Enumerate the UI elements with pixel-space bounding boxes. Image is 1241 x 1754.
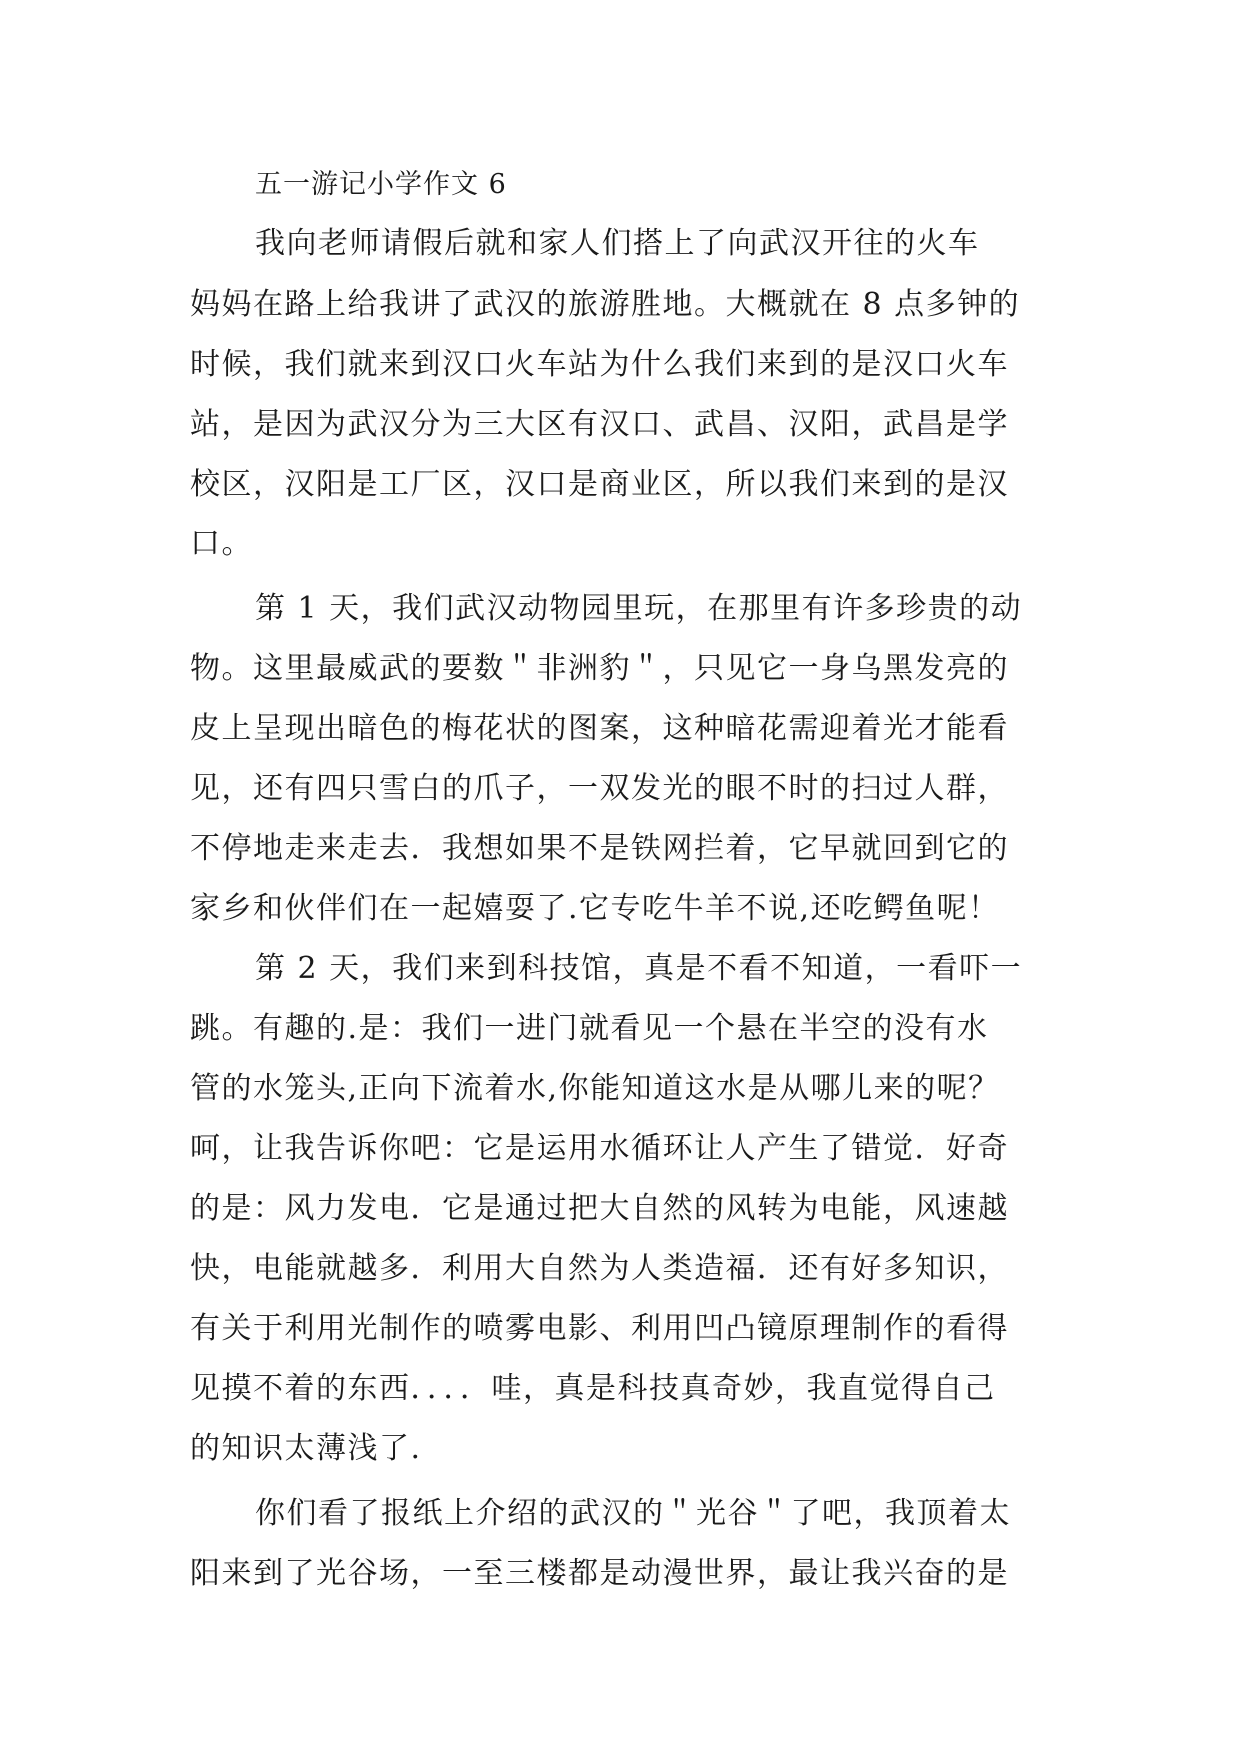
text-line: 不停地走来走去．我想如果不是铁网拦着，它早就回到它的 [190, 831, 1009, 866]
text-line: 校区，汉阳是工厂区，汉口是商业区，所以我们来到的是汉 [190, 467, 1009, 502]
text-line: 的是：风力发电．它是通过把大自然的风转为电能，风速越 [190, 1191, 1009, 1226]
text-line: 管的水笼头,正向下流着水,你能知道这水是从哪儿来的呢？ [190, 1071, 1000, 1106]
text-line: 站，是因为武汉分为三大区有汉口、武昌、汉阳，武昌是学 [190, 407, 1009, 442]
text-line: 跳。有趣的.是：我们一进门就看见一个悬在半空的没有水 [190, 1011, 989, 1046]
text-line: 快，电能就越多．利用大自然为人类造福．还有好多知识， [190, 1251, 1009, 1286]
text-line: 见，还有四只雪白的爪子，一双发光的眼不时的扫过人群， [190, 771, 1009, 806]
text-line: 你们看了报纸上介绍的武汉的＂光谷＂了吧，我顶着太 [255, 1496, 1011, 1531]
document-title: 五一游记小学作文 6 [255, 169, 507, 200]
text-line: 见摸不着的东西．．．．哇，真是科技真奇妙，我直觉得自己 [190, 1371, 996, 1406]
text-line: 呵，让我告诉你吧：它是运用水循环让人产生了错觉．好奇 [190, 1131, 1009, 1166]
text-line: 口。 [190, 526, 253, 561]
text-line: 阳来到了光谷场，一至三楼都是动漫世界，最让我兴奋的是 [190, 1556, 1009, 1591]
text-line: 我向老师请假后就和家人们搭上了向武汉开往的火车 [255, 226, 980, 261]
text-line: 物。这里最威武的要数＂非洲豹＂，只见它一身乌黑发亮的 [190, 651, 1009, 686]
text-line: 皮上呈现出暗色的梅花状的图案，这种暗花需迎着光才能看 [190, 711, 1009, 746]
text-line: 第 1 天，我们武汉动物园里玩，在那里有许多珍贵的动 [255, 591, 1023, 626]
text-line: 时候，我们就来到汉口火车站为什么我们来到的是汉口火车 [190, 347, 1009, 382]
text-line: 有关于利用光制作的喷雾电影、利用凹凸镜原理制作的看得 [190, 1311, 1009, 1346]
text-line: 妈妈在路上给我讲了武汉的旅游胜地。大概就在 8 点多钟的 [190, 287, 1021, 322]
text-line: 的知识太薄浅了. [190, 1431, 422, 1466]
text-line: 家乡和伙伴们在一起嬉耍了.它专吃牛羊不说,还吃鳄鱼呢！ [190, 891, 1000, 926]
text-line: 第 2 天，我们来到科技馆，真是不看不知道，一看吓一 [255, 951, 1023, 986]
